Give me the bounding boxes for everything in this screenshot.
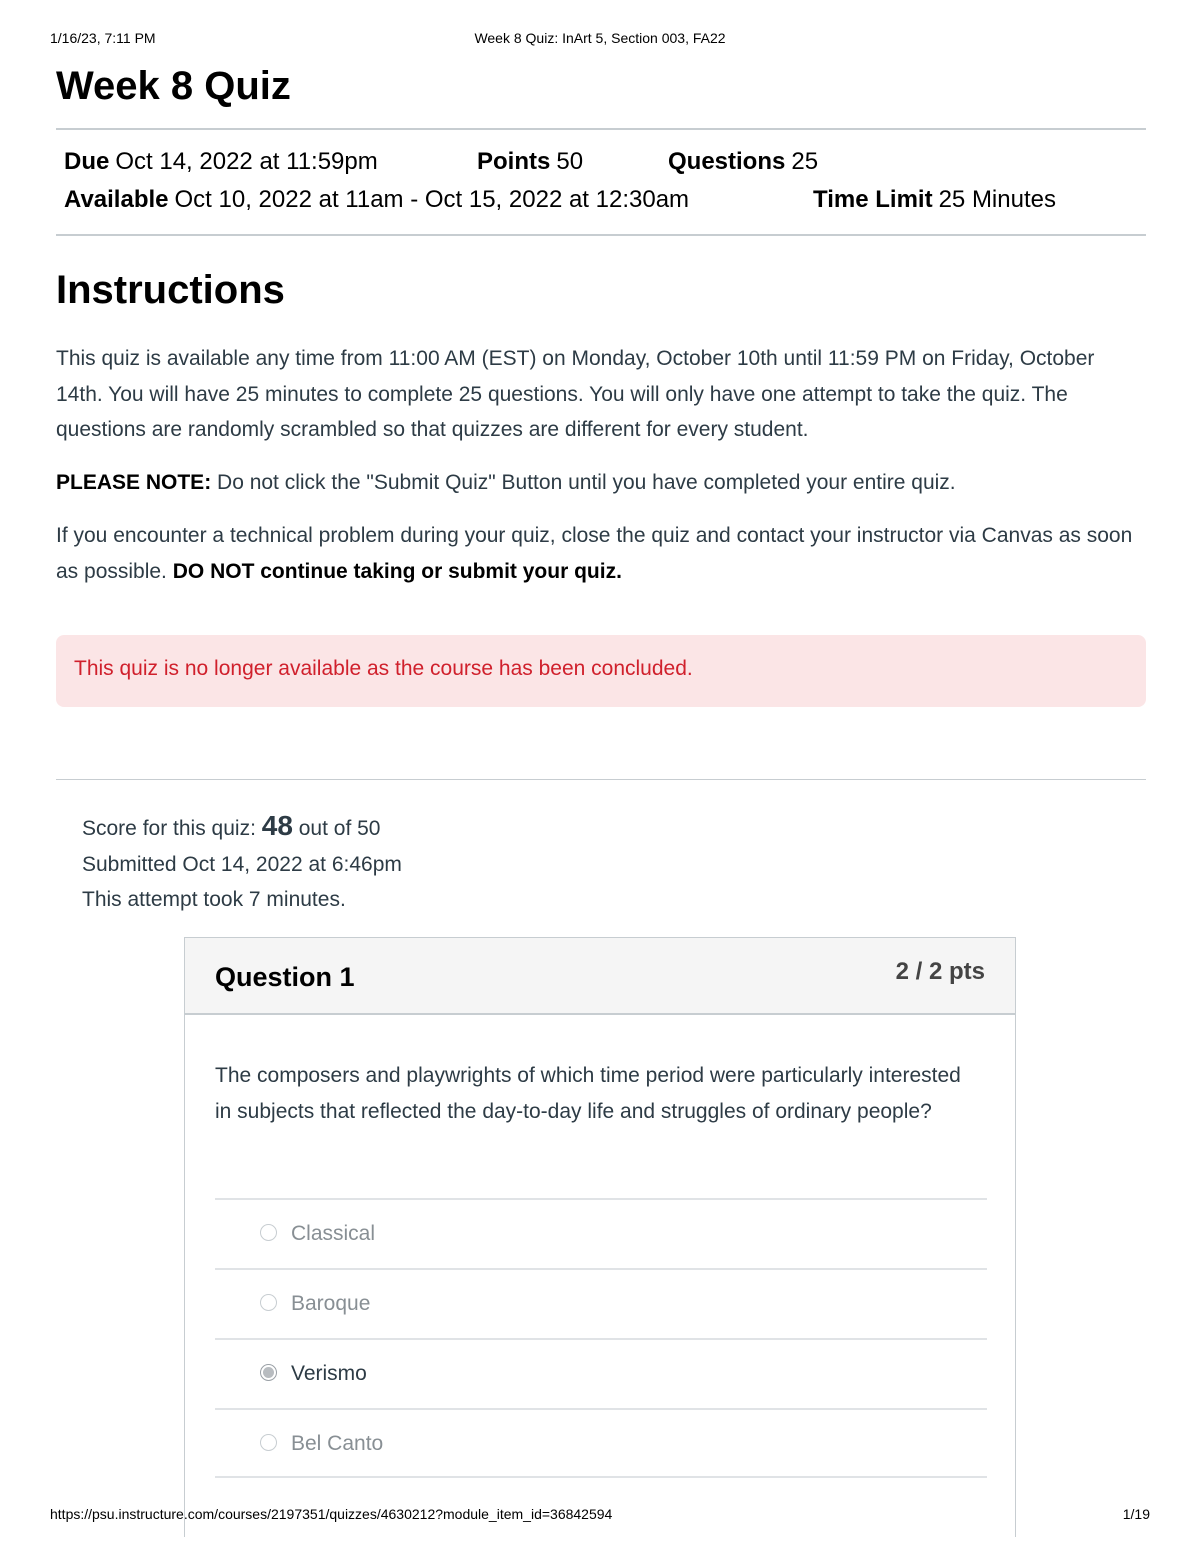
print-header [50,30,1150,50]
questions-value: 25 [791,148,819,175]
time-limit-label: Time Limit [813,186,933,213]
score-line [82,810,380,842]
instructions-title: Instructions [56,268,285,312]
alert-message: This quiz is no longer available as the course has been concluded. [74,657,693,680]
answer-option[interactable] [215,1198,987,1268]
divider [56,128,1146,130]
instructions-paragraph: This quiz is available any time from 11:00 AM (EST) on Monday, October 10th until 11:59 PM on Friday, October 14th. You will have 25 minutes to complete 25 questions. You will only have one attempt to take the quiz. The questions are randomly scrambled so that quizzes are different for every student. [56,347,1095,441]
points-value: 50 [556,148,584,175]
technical-warning: DO NOT continue taking or submit your quiz. [172,559,622,583]
print-page-number: 1/19 [1122,1506,1150,1522]
print-page-title: Week 8 Quiz: InArt 5, Section 003, FA22 [474,30,726,46]
divider [56,234,1146,236]
quiz-meta-points [477,148,583,176]
answer-list [215,1198,987,1478]
quiz-title: Week 8 Quiz [56,64,291,108]
submitted-time: Submitted Oct 14, 2022 at 6:46pm [82,853,402,876]
divider [56,779,1146,780]
due-value: Oct 14, 2022 at 11:59pm [115,148,378,175]
radio-icon[interactable] [260,1434,277,1451]
print-datetime: 1/16/23, 7:11 PM [50,30,156,46]
question-points: 2 / 2 pts [895,958,985,985]
radio-icon[interactable] [260,1294,277,1311]
instructions-technical [56,518,1146,589]
print-url: https://psu.instructure.com/courses/2197351/quizzes/4630212?module_item_id=36842594 [50,1506,613,1522]
quiz-meta-due [64,148,378,176]
answer-option[interactable] [215,1268,987,1338]
instructions-note [56,465,1146,501]
print-footer [50,1506,1150,1526]
note-text: Do not click the "Submit Quiz" Button until you have completed your entire quiz. [211,471,956,494]
answer-label: Baroque [291,1292,371,1315]
answer-label: Verismo [291,1362,367,1385]
available-value: Oct 10, 2022 at 11am - Oct 15, 2022 at 12:30am [174,186,690,213]
concluded-alert [56,635,1146,707]
questions-label: Questions [668,148,786,175]
answer-option[interactable] [215,1408,987,1478]
answer-option-selected[interactable] [215,1338,987,1408]
question-card [184,937,1016,1537]
score-prefix: Score for this quiz: [82,817,262,840]
score-suffix: out of 50 [292,817,381,840]
radio-icon[interactable] [260,1224,277,1241]
quiz-meta-questions [668,148,818,176]
quiz-meta-available [64,186,689,214]
due-label: Due [64,148,110,175]
question-text: The composers and playwrights of which time period were particularly interested in subjects that reflected the day-to-day life and struggles of ordinary people? [215,1064,961,1123]
available-label: Available [64,186,169,213]
answer-label: Bel Canto [291,1432,384,1455]
points-label: Points [477,148,551,175]
score-value: 48 [261,810,293,841]
quiz-meta-time-limit [813,186,1056,214]
note-label: PLEASE NOTE: [56,471,212,494]
answer-label: Classical [291,1222,376,1245]
attempt-duration: This attempt took 7 minutes. [82,888,346,911]
question-header [185,938,1015,1015]
technical-text: If you encounter a technical problem during your quiz, close the quiz and contact your instructor via Canvas as soon as possible. [56,524,1133,583]
question-title: Question 1 [215,962,355,992]
radio-checked-icon[interactable] [260,1364,277,1381]
time-limit-value: 25 Minutes [938,186,1056,213]
